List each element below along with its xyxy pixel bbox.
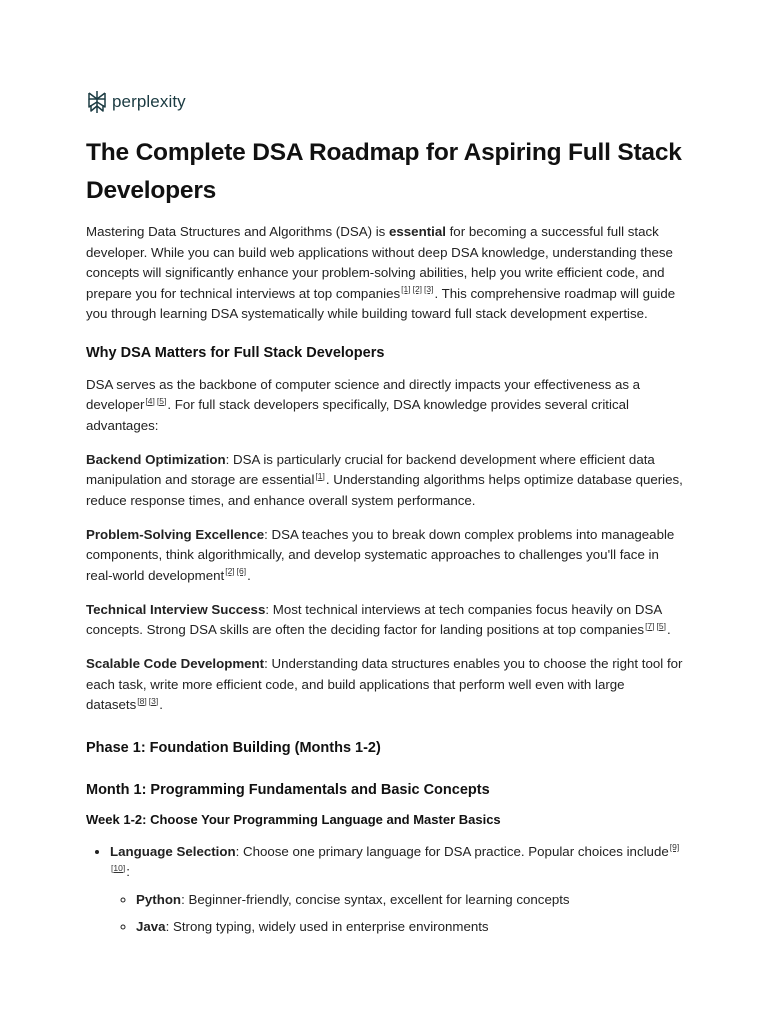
document-title: The Complete DSA Roadmap for Aspiring Full Stack Developers <box>86 139 682 204</box>
citation-link[interactable]: [5] <box>656 620 666 631</box>
citation-link[interactable]: [8] <box>137 695 147 706</box>
citation-link[interactable]: [3] <box>424 284 434 295</box>
citation-link[interactable]: [9] <box>669 842 680 853</box>
citation-link[interactable]: [2] <box>225 566 235 577</box>
citation-link[interactable]: [6] <box>236 566 247 577</box>
citation-link[interactable]: [3] <box>148 695 159 706</box>
list-item: ◦ Java: Strong typing, widely used in enterprise environments <box>136 917 686 938</box>
language-sublist <box>110 890 686 938</box>
citation-link[interactable]: [2] <box>412 284 423 295</box>
why-paragraph: DSA serves as the backbone of computer science and directly impacts your effectiveness as a developer[4] [5]. For full stack developers specifically, DSA knowledge provides several critical advantages: <box>86 376 641 433</box>
advantage-problem-solving: Problem-Solving Excellence: DSA teaches you to break down complex problems into manageable components, think algorithmically, and develop systematic approaches to challenges you'll face in real-world development[2] [6]. <box>86 526 675 583</box>
subsection-heading-month1: Month 1: Programming Fundamentals and Basic Concepts <box>86 781 490 798</box>
intro-bold: essential <box>389 224 446 239</box>
language-list <box>86 842 686 938</box>
advantage-interview-success: Technical Interview Success: Most technical interviews at tech companies focus heavily on DSA concepts. Strong DSA skills are often the deciding factor for landing positions at top companies[7] [5]. <box>86 601 671 637</box>
section-heading-why-dsa: Why DSA Matters for Full Stack Developers <box>86 344 385 361</box>
citation-link[interactable]: [1] <box>401 284 411 295</box>
advantage-backend-optimization: Backend Optimization: DSA is particularly crucial for backend development where efficient data manipulation and storage are essential[1]. Understanding algorithms helps optimize database queries, reduce response times, and enhance overall system performance. <box>86 451 683 508</box>
citation-link[interactable]: [5] <box>156 395 167 406</box>
perplexity-logo-icon <box>86 90 108 114</box>
document-page <box>86 88 686 945</box>
citation-link[interactable]: [1] <box>315 470 325 481</box>
brand-name: perplexity <box>112 92 186 111</box>
intro-paragraph: Mastering Data Structures and Algorithms (DSA) is essential for becoming a successful full stack developer. While you can build web applications without deep DSA knowledge, understanding these concepts will significantly enhance your problem-solving abilities, help you write efficient code, and prepare you for technical interviews at top companies[1] [2] [3]. This comprehensive roadmap will guide you through learning DSA systematically while building toward full stack development expertise. <box>86 224 676 321</box>
advantage-scalable-code: Scalable Code Development: Understanding data structures enables you to choose the right tool for each task, write more efficient code, and build applications that perform well even with large datasets[8] [3]. <box>86 656 683 712</box>
citation-link[interactable]: [4] <box>145 395 155 406</box>
list-item: ◦ Python: Beginner-friendly, concise syntax, excellent for learning concepts <box>136 890 686 911</box>
section-heading-phase1: Phase 1: Foundation Building (Months 1-2) <box>86 739 381 756</box>
list-item: • Language Selection: Choose one primary language for DSA practice. Popular choices include[9][10]: ◦ Python: Beginner-friendly, concise syntax, excellent for learning concepts ◦ Java: Strong typing, widely used in enterprise environments <box>110 842 686 938</box>
citation-link[interactable]: [10] <box>111 862 126 873</box>
citation-link[interactable]: [7] <box>645 620 655 631</box>
week-heading: Week 1-2: Choose Your Programming Language and Master Basics <box>86 811 501 827</box>
brand-logo[interactable] <box>86 88 686 116</box>
